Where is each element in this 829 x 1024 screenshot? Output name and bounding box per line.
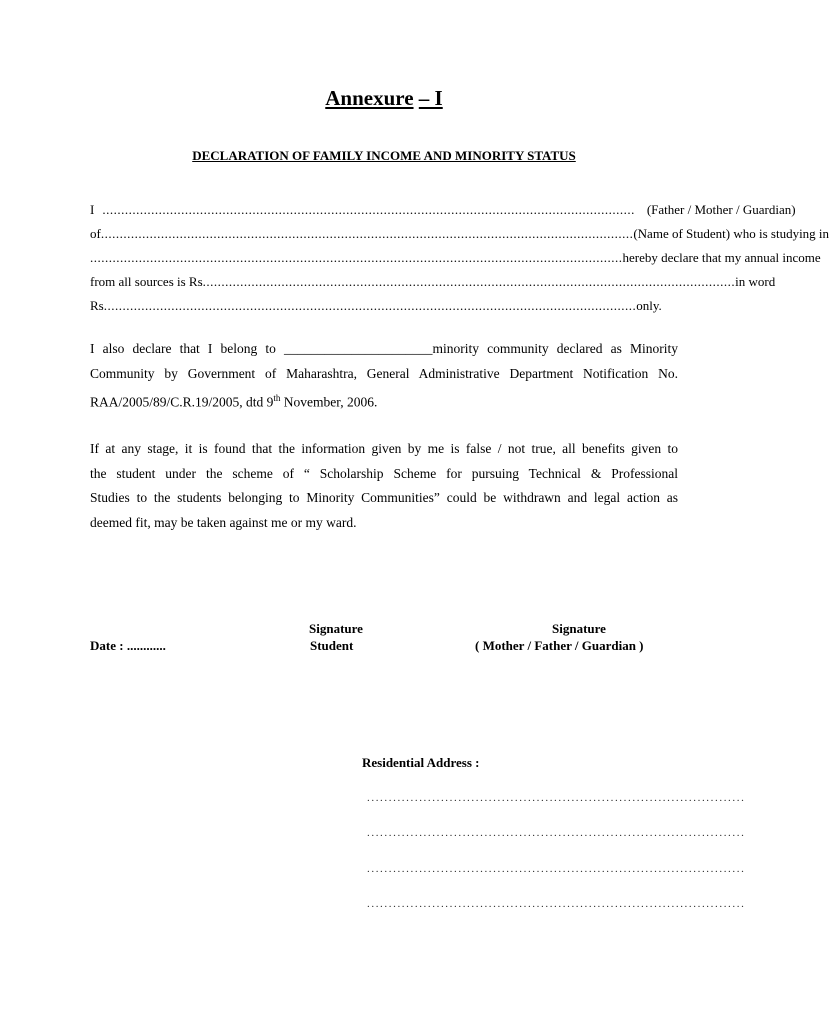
minority-line-1 — [90, 337, 678, 362]
student-label: Student — [310, 638, 354, 653]
residential-address-label: Residential Address : — [362, 755, 480, 770]
declaration-line-3-end: hereby declare that my annual income — [622, 250, 821, 265]
parent-signature-label: Signature — [552, 621, 606, 636]
declaration-line-4-end: in word — [735, 274, 776, 289]
declaration-line-5-start: Rs — [90, 298, 104, 313]
declaration-line-2 — [90, 226, 829, 242]
declaration-line-1 — [90, 202, 796, 218]
notification-date: November, 2006. — [280, 394, 378, 410]
fill-blank-dots: .............................................................................................................................................. — [100, 226, 634, 241]
page-subtitle: DECLARATION OF FAMILY INCOME AND MINORITY STATUS — [192, 148, 576, 163]
consequence-line-4: deemed fit, may be taken against me or my ward. — [90, 514, 357, 530]
consequence-line-1: If at any stage, it is found that the information given by me is false / not true, all benefits given to — [90, 441, 678, 456]
minority-line-2: Community by Government of Maharashtra, General Administrative Department Notification No. — [90, 365, 678, 381]
declaration-line-5-end: only. — [636, 298, 662, 313]
date-suffix: th — [273, 393, 281, 403]
declaration-line-3 — [90, 250, 821, 266]
student-signature-label: Signature — [309, 621, 363, 636]
fill-blank-dots: .............................................................................................................................................. — [102, 202, 635, 217]
title-main: Annexure — [325, 86, 414, 110]
title-suffix: – I — [418, 86, 443, 110]
parent-label: ( Mother / Father / Guardian ) — [475, 638, 644, 653]
fill-blank-dots: .............................................................................................................................................. — [202, 274, 736, 289]
address-line-2: ....................................................................................... — [367, 827, 746, 839]
declaration-line-4-start: from all sources is Rs — [90, 274, 203, 289]
community-blank: ______________________ — [284, 341, 433, 356]
date-field: Date : ............ — [90, 638, 166, 653]
declaration-line-4 — [90, 274, 776, 290]
declaration-line-1-start: I — [90, 202, 95, 217]
address-line-1: ....................................................................................... — [367, 792, 746, 804]
fill-blank-dots: .............................................................................................................................................. — [90, 250, 623, 265]
declaration-line-5 — [90, 298, 662, 314]
fill-blank-dots: .............................................................................................................................................. — [103, 298, 637, 313]
consequence-line-3: Studies to the students belonging to Minority Communities” could be withdrawn and legal action as — [90, 490, 678, 505]
declaration-line-2-start: of — [90, 226, 101, 241]
consequence-paragraph — [90, 437, 678, 535]
declaration-line-2-end: (Name of Student) who is studying in — [633, 226, 829, 241]
address-line-4: ....................................................................................... — [367, 898, 746, 910]
minority-line-1-start: I also declare that I belong to — [90, 341, 276, 356]
declaration-line-1-end: (Father / Mother / Guardian) — [646, 202, 796, 217]
notification-ref: RAA/2005/89/C.R.19/2005, dtd 9 — [90, 394, 274, 410]
page-title — [0, 86, 768, 111]
address-line-3: ....................................................................................... — [367, 863, 746, 875]
consequence-line-2: the student under the scheme of “ Scholarship Scheme for pursuing Technical & Professional — [90, 465, 678, 481]
minority-declaration — [90, 337, 678, 415]
minority-line-3 — [90, 386, 678, 415]
minority-line-1-end: minority community declared as Minority — [432, 341, 678, 356]
